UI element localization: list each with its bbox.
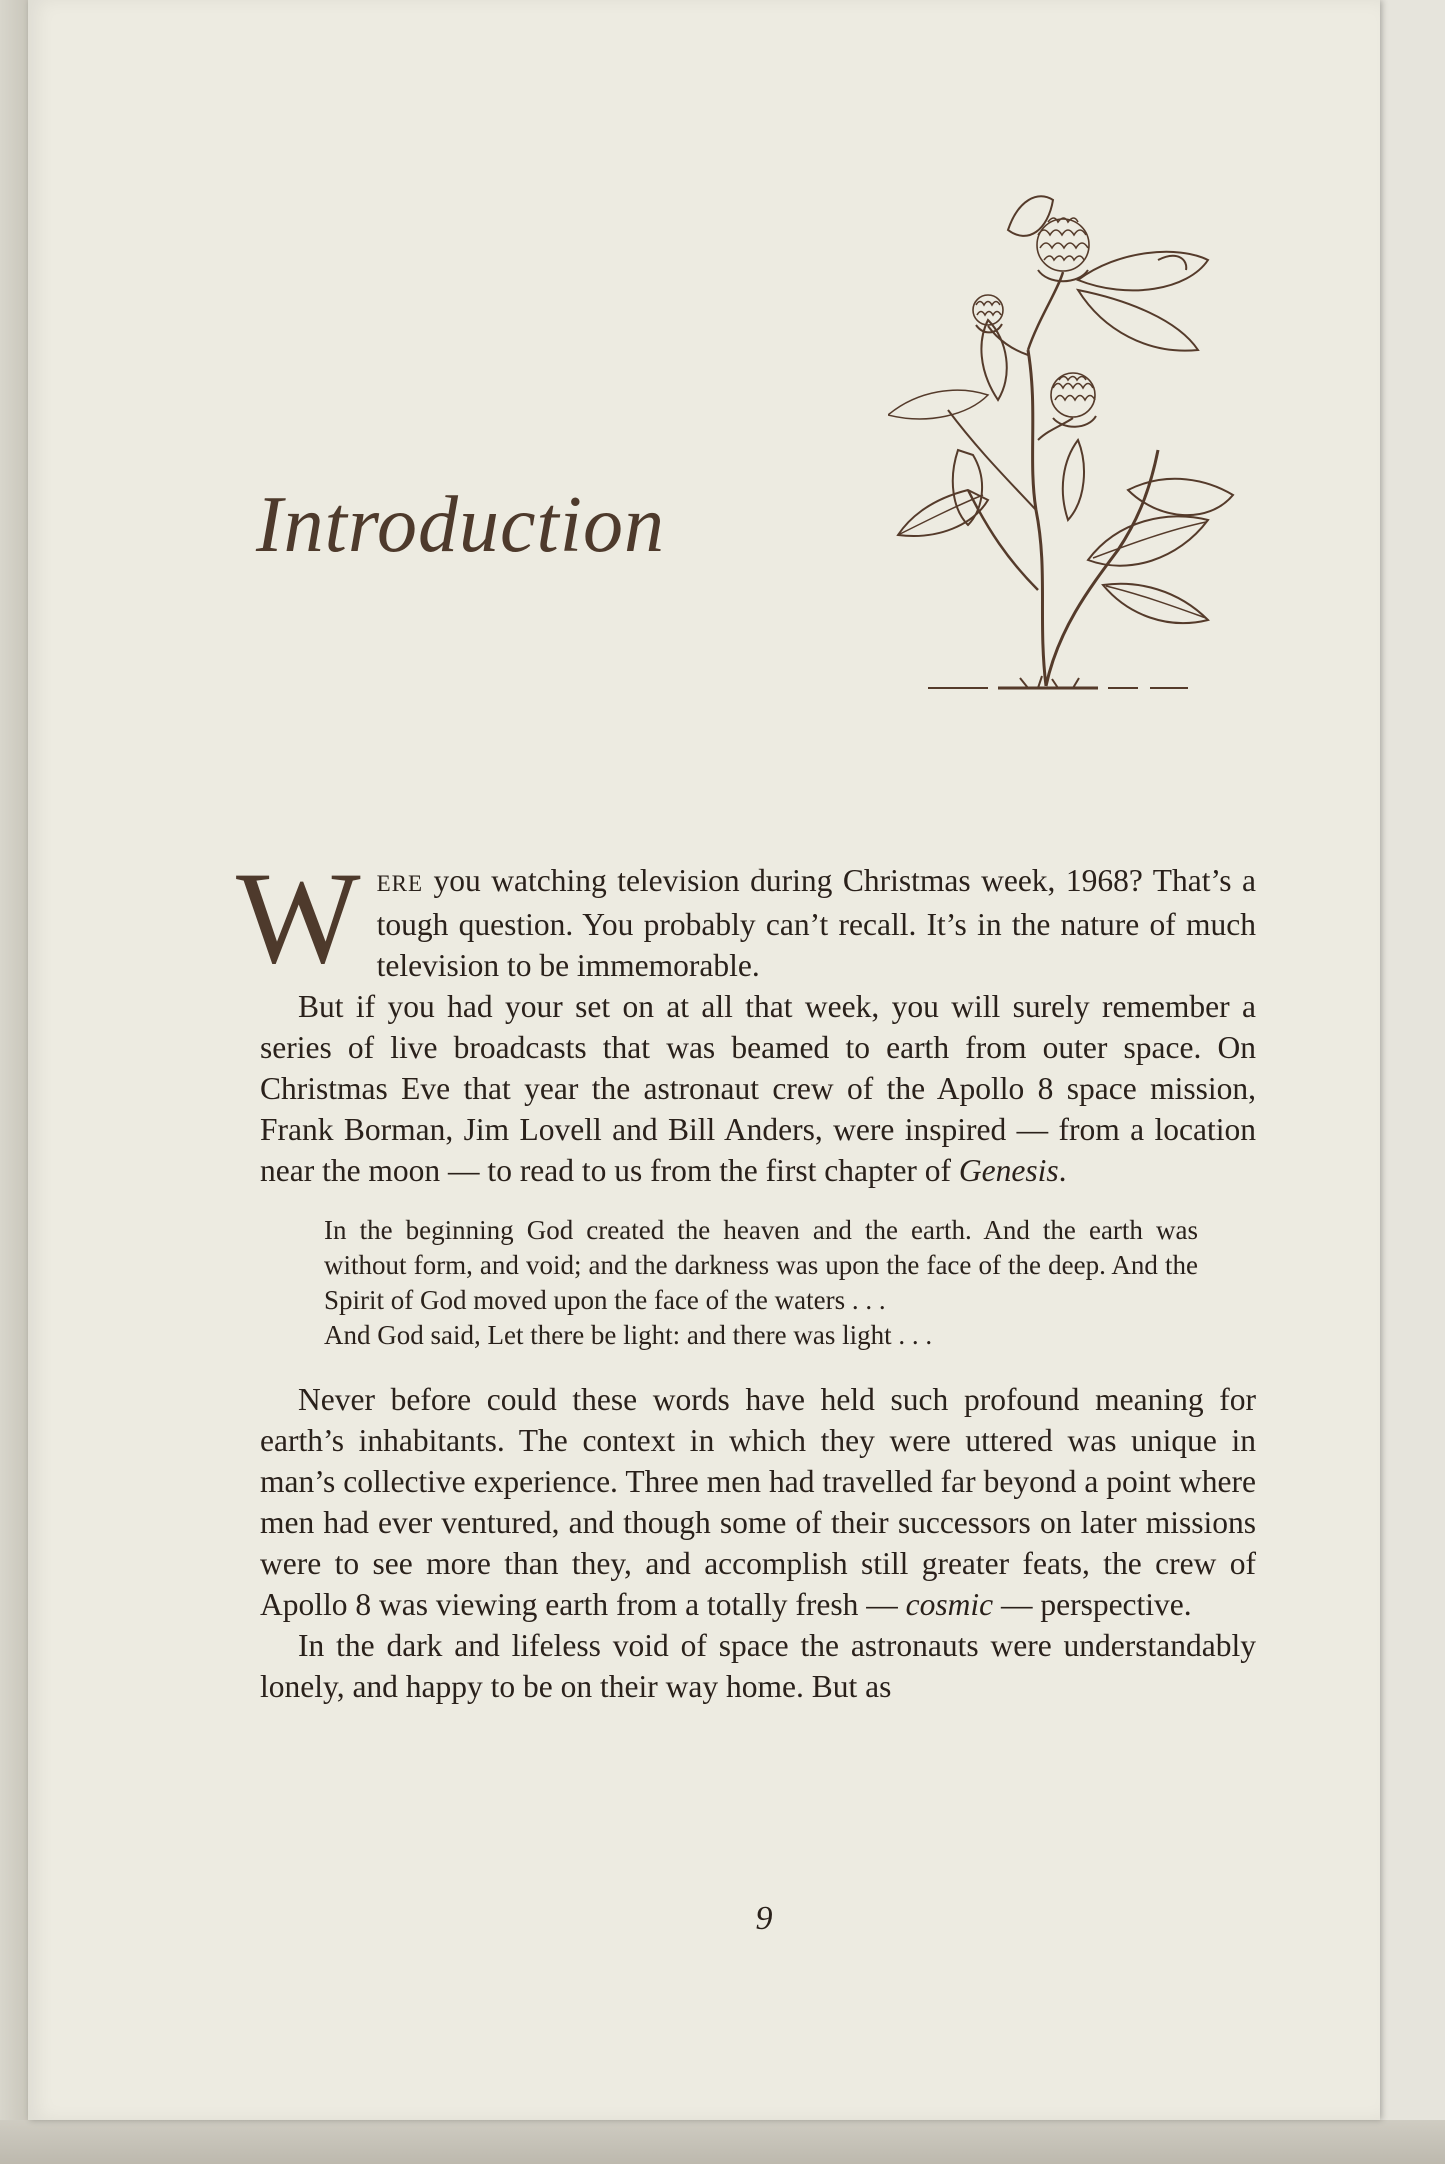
paragraph-1-text: you watching television during Christmas week, 1968? That’s a tough question. You probably can’t recall. It’s in the nature of much television to be immemorable. [376,863,1256,983]
drop-cap: W [236,844,361,991]
quote-line-2: And God said, Let there be light: and there was light . . . [324,1320,933,1350]
paragraph-4: In the dark and lifeless void of space the astronauts were understandably lonely, and happy to be on their way home. But as [260,1628,1256,1704]
paragraph-1 [236,844,1256,991]
clover-flower-icon [888,190,1268,700]
page-number: 9 [755,1900,773,1937]
paragraph-2-end: . [1058,1153,1067,1188]
genesis-italic: Genesis [958,1153,1059,1188]
body-text [236,844,1256,1707]
paragraph-3 [260,1379,1256,1625]
book-gutter [0,0,28,2164]
paragraph-2 [260,986,1256,1191]
book-page [28,0,1380,2120]
page-edge-shadow [0,2120,1445,2164]
small-caps-lead: ERE [376,871,424,896]
paragraph-2-text: But if you had your set on at all that week, you will surely remember a series of live broadcasts that was beamed to earth from outer space. On Christmas Eve that year the astronaut crew of the Apollo 8 space mission, Frank Borman, Jim Lovell and Bill Anders, were inspired — from a location near the moon — to read to us from the first chapter of [260,989,1256,1188]
paragraph-3-text: Never before could these words have held such profound meaning for earth’s inhabitants. The context in which they were uttered was unique in man’s collective experience. Three men had travelled far beyond a point where men had ever ventured, and though some of their successors on later missions were to see more than they, and accomplish still greater feats, the crew of Apollo 8 was viewing earth from a totally fresh — [260,1382,1256,1622]
paragraph-3-end: — perspective. [993,1587,1192,1622]
block-quote [324,1213,1198,1353]
cosmic-italic: cosmic [905,1587,994,1622]
quote-line-1: In the beginning God created the heaven and the earth. And the earth was without form, and void; and the darkness was upon the face of the deep. And the Spirit of God moved upon the face of the waters . . . [324,1215,1198,1315]
chapter-title: Introduction [256,481,665,569]
